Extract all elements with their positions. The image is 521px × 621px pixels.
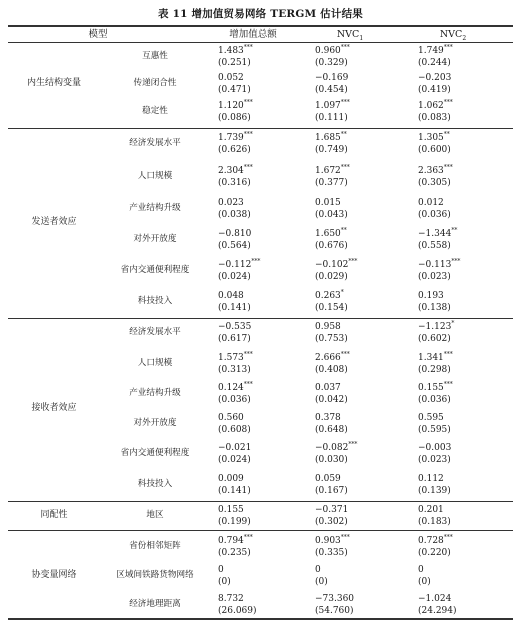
coefficient-value: −0.102 <box>315 260 349 270</box>
standard-error: (0) <box>315 577 328 587</box>
row-variable: 产业结构升级 <box>129 388 181 398</box>
standard-error: (0.043) <box>315 210 348 220</box>
significance-stars: * <box>340 289 344 296</box>
row-variable: 省内交通便利程度 <box>120 448 190 458</box>
header-col-nvc2-label: NVC <box>439 29 463 40</box>
row-variable: 对外开放度 <box>133 418 177 428</box>
standard-error: (0.167) <box>315 486 348 496</box>
coefficient-cell <box>315 322 385 333</box>
standard-error: (0.154) <box>315 303 348 313</box>
standard-error: (54.760) <box>315 606 354 616</box>
standard-error: (0.377) <box>315 178 348 188</box>
coefficient-cell <box>218 383 288 394</box>
group-rule <box>8 128 513 129</box>
coefficient-cell <box>315 291 385 302</box>
coefficient-cell <box>218 73 288 84</box>
standard-error: (0.753) <box>315 334 348 344</box>
coefficient-cell <box>218 166 288 177</box>
significance-stars: *** <box>340 164 350 171</box>
standard-error: (0.139) <box>418 486 451 496</box>
coefficient-cell <box>315 166 385 177</box>
standard-error: (0.600) <box>418 145 451 155</box>
significance-stars: *** <box>340 44 350 51</box>
significance-stars: *** <box>443 44 453 51</box>
standard-error: (0.199) <box>218 517 251 527</box>
coefficient-value: 0.155 <box>218 505 244 515</box>
standard-error: (0.595) <box>418 425 451 435</box>
coefficient-value: 0.112 <box>418 474 444 484</box>
significance-stars: *** <box>443 99 453 106</box>
significance-stars: *** <box>443 351 453 358</box>
header-col-nvc1-label: NVC <box>336 29 360 40</box>
coefficient-value: 0.052 <box>218 73 244 83</box>
coefficient-cell <box>418 322 488 333</box>
standard-error: (0.313) <box>218 365 251 375</box>
row-variable: 科技投入 <box>137 479 173 489</box>
header-col-nvc1-sub: 1 <box>359 34 364 42</box>
coefficient-cell <box>315 413 385 424</box>
standard-error: (0.316) <box>218 178 251 188</box>
row-variable: 省份相邻矩阵 <box>129 541 181 551</box>
coefficient-cell <box>418 443 488 454</box>
coefficient-value: 0.009 <box>218 474 244 484</box>
significance-stars: *** <box>243 44 253 51</box>
standard-error: (0.749) <box>315 145 348 155</box>
group-rule <box>8 501 513 502</box>
significance-stars: *** <box>243 351 253 358</box>
standard-error: (0.029) <box>315 272 348 282</box>
coefficient-cell <box>418 353 488 364</box>
standard-error: (0.251) <box>218 58 251 68</box>
standard-error: (0.648) <box>315 425 348 435</box>
coefficient-value: 8.732 <box>218 594 244 604</box>
standard-error: (0.023) <box>418 272 451 282</box>
coefficient-cell <box>418 536 488 547</box>
coefficient-value: 0.903 <box>315 536 341 546</box>
coefficient-cell <box>315 260 385 271</box>
table-caption: 表 11 增加值贸易网络 TERGM 估计结果 <box>158 8 363 20</box>
header-col-nvc2-sub: 2 <box>462 34 467 42</box>
significance-stars: *** <box>340 99 350 106</box>
standard-error: (0.564) <box>218 241 251 251</box>
header-col-nvc1 <box>315 29 385 40</box>
coefficient-value: −1.123 <box>418 322 452 332</box>
header-model: 模型 <box>88 29 108 40</box>
coefficient-value: −0.003 <box>418 443 452 453</box>
significance-stars: *** <box>243 131 253 138</box>
coefficient-value: 0.015 <box>315 198 341 208</box>
standard-error: (0.024) <box>218 272 251 282</box>
row-variable: 传递闭合性 <box>133 78 177 88</box>
coefficient-cell <box>218 291 288 302</box>
coefficient-cell <box>418 383 488 394</box>
coefficient-value: 1.672 <box>315 166 341 176</box>
coefficient-cell <box>315 505 385 516</box>
coefficient-value: 0.059 <box>315 474 341 484</box>
standard-error: (26.069) <box>218 606 257 616</box>
significance-stars: *** <box>243 381 253 388</box>
coefficient-cell <box>218 322 288 333</box>
coefficient-value: 0.595 <box>418 413 444 423</box>
coefficient-value: 0.201 <box>418 505 444 515</box>
row-variable: 科技投入 <box>137 296 173 306</box>
coefficient-cell <box>418 198 488 209</box>
standard-error: (0.036) <box>418 395 451 405</box>
standard-error: (0.302) <box>315 517 348 527</box>
standard-error: (0.244) <box>418 58 451 68</box>
standard-error: (0.305) <box>418 178 451 188</box>
coefficient-value: 1.739 <box>218 133 244 143</box>
row-variable: 省内交通便利程度 <box>120 265 190 275</box>
significance-stars: *** <box>243 534 253 541</box>
standard-error: (0) <box>418 577 431 587</box>
standard-error: (0.036) <box>418 210 451 220</box>
row-variable: 经济发展水平 <box>129 327 181 337</box>
standard-error: (0.086) <box>218 113 251 123</box>
coefficient-value: 1.573 <box>218 353 244 363</box>
coefficient-cell <box>218 594 288 605</box>
coefficient-value: 0.728 <box>418 536 444 546</box>
standard-error: (0) <box>218 577 231 587</box>
standard-error: (0.220) <box>418 548 451 558</box>
standard-error: (0.608) <box>218 425 251 435</box>
coefficient-value: 1.120 <box>218 101 244 111</box>
coefficient-value: −0.371 <box>315 505 349 515</box>
significance-stars: *** <box>340 351 350 358</box>
standard-error: (0.454) <box>315 85 348 95</box>
coefficient-cell <box>218 565 288 576</box>
coefficient-value: 0.037 <box>315 383 341 393</box>
significance-stars: ** <box>340 131 347 138</box>
coefficient-value: 2.666 <box>315 353 341 363</box>
coefficient-cell <box>218 474 288 485</box>
row-variable: 产业结构升级 <box>129 203 181 213</box>
standard-error: (0.298) <box>418 365 451 375</box>
group-label: 接收者效应 <box>31 402 77 413</box>
coefficient-value: 0.378 <box>315 413 341 423</box>
coefficient-value: −0.082 <box>315 443 349 453</box>
significance-stars: *** <box>251 258 261 265</box>
coefficient-cell <box>218 413 288 424</box>
coefficient-value: −0.810 <box>218 229 252 239</box>
coefficient-cell <box>418 229 488 240</box>
coefficient-cell <box>315 133 385 144</box>
coefficient-value: −0.112 <box>218 260 252 270</box>
coefficient-cell <box>315 353 385 364</box>
coefficient-value: 1.097 <box>315 101 341 111</box>
standard-error: (0.626) <box>218 145 251 155</box>
standard-error: (0.471) <box>218 85 251 95</box>
coefficient-value: 0.560 <box>218 413 244 423</box>
coefficient-value: 2.304 <box>218 166 244 176</box>
coefficient-value: 1.685 <box>315 133 341 143</box>
significance-stars: *** <box>348 441 358 448</box>
significance-stars: *** <box>243 164 253 171</box>
row-variable: 人口规模 <box>137 358 173 368</box>
coefficient-cell <box>218 198 288 209</box>
coefficient-cell <box>418 260 488 271</box>
row-variable: 地区 <box>146 510 164 520</box>
coefficient-cell <box>418 474 488 485</box>
coefficient-cell <box>418 291 488 302</box>
coefficient-cell <box>418 166 488 177</box>
coefficient-value: 0.023 <box>218 198 244 208</box>
coefficient-value: −0.113 <box>418 260 452 270</box>
standard-error: (0.030) <box>315 455 348 465</box>
significance-stars: *** <box>443 381 453 388</box>
standard-error: (0.558) <box>418 241 451 251</box>
coefficient-cell <box>218 505 288 516</box>
group-rule <box>8 318 513 319</box>
coefficient-value: 0.155 <box>418 383 444 393</box>
coefficient-cell <box>218 46 288 57</box>
group-rule <box>8 530 513 531</box>
standard-error: (24.294) <box>418 606 457 616</box>
group-label: 协变量网络 <box>31 569 77 580</box>
coefficient-cell <box>218 353 288 364</box>
standard-error: (0.183) <box>418 517 451 527</box>
coefficient-cell <box>315 101 385 112</box>
coefficient-cell <box>315 443 385 454</box>
coefficient-cell <box>315 565 385 576</box>
standard-error: (0.083) <box>418 113 451 123</box>
header-col-nvc2 <box>418 29 488 40</box>
coefficient-value: 0 <box>315 565 321 575</box>
coefficient-value: −73.360 <box>315 594 355 604</box>
coefficient-value: 1.341 <box>418 353 444 363</box>
standard-error: (0.141) <box>218 303 251 313</box>
row-variable: 互惠性 <box>142 51 168 61</box>
significance-stars: *** <box>443 164 453 171</box>
standard-error: (0.335) <box>315 548 348 558</box>
coefficient-value: −0.535 <box>218 322 252 332</box>
coefficient-value: 1.650 <box>315 229 341 239</box>
significance-stars: ** <box>340 227 347 234</box>
coefficient-value: 0.012 <box>418 198 444 208</box>
standard-error: (0.235) <box>218 548 251 558</box>
significance-stars: *** <box>451 258 461 265</box>
coefficient-value: 2.363 <box>418 166 444 176</box>
coefficient-value: 0.794 <box>218 536 244 546</box>
header-rule <box>8 42 513 43</box>
coefficient-value: 1.483 <box>218 46 244 56</box>
coefficient-value: 0.263 <box>315 291 341 301</box>
coefficient-value: 0.193 <box>418 291 444 301</box>
significance-stars: ** <box>443 131 450 138</box>
standard-error: (0.111) <box>315 113 348 123</box>
coefficient-cell <box>315 73 385 84</box>
header-col-total: 增加值总额 <box>229 29 277 40</box>
row-variable: 区域间铁路货物网络 <box>116 570 194 580</box>
coefficient-value: 0.960 <box>315 46 341 56</box>
row-variable: 稳定性 <box>142 106 168 116</box>
significance-stars: *** <box>348 258 358 265</box>
coefficient-cell <box>218 101 288 112</box>
row-variable: 经济地理距离 <box>129 599 181 609</box>
standard-error: (0.042) <box>315 395 348 405</box>
coefficient-cell <box>315 383 385 394</box>
standard-error: (0.617) <box>218 334 251 344</box>
coefficient-value: 1.749 <box>418 46 444 56</box>
coefficient-value: −0.021 <box>218 443 252 453</box>
coefficient-cell <box>418 73 488 84</box>
coefficient-cell <box>315 594 385 605</box>
significance-stars: *** <box>443 534 453 541</box>
standard-error: (0.602) <box>418 334 451 344</box>
coefficient-value: −1.344 <box>418 229 452 239</box>
group-label: 发送者效应 <box>31 216 77 227</box>
significance-stars: ** <box>451 227 458 234</box>
coefficient-value: 1.062 <box>418 101 444 111</box>
bottom-rule <box>8 618 513 620</box>
coefficient-cell <box>418 505 488 516</box>
coefficient-cell <box>315 474 385 485</box>
coefficient-cell <box>315 46 385 57</box>
standard-error: (0.023) <box>418 455 451 465</box>
coefficient-value: 0 <box>218 565 224 575</box>
standard-error: (0.141) <box>218 486 251 496</box>
coefficient-cell <box>418 565 488 576</box>
group-label: 同配性 <box>40 509 68 520</box>
standard-error: (0.676) <box>315 241 348 251</box>
standard-error: (0.408) <box>315 365 348 375</box>
standard-error: (0.419) <box>418 85 451 95</box>
coefficient-cell <box>418 101 488 112</box>
coefficient-cell <box>315 198 385 209</box>
row-variable: 人口规模 <box>137 171 173 181</box>
row-variable: 经济发展水平 <box>129 138 181 148</box>
coefficient-cell <box>218 536 288 547</box>
group-label: 内生结构变量 <box>26 78 81 88</box>
coefficient-cell <box>418 46 488 57</box>
row-variable: 对外开放度 <box>133 234 177 244</box>
coefficient-value: 0.958 <box>315 322 341 332</box>
coefficient-cell <box>218 260 288 271</box>
significance-stars: *** <box>340 534 350 541</box>
standard-error: (0.138) <box>418 303 451 313</box>
standard-error: (0.024) <box>218 455 251 465</box>
coefficient-cell <box>418 133 488 144</box>
coefficient-cell <box>218 443 288 454</box>
coefficient-cell <box>315 229 385 240</box>
standard-error: (0.036) <box>218 395 251 405</box>
top-rule <box>8 25 513 27</box>
significance-stars: *** <box>243 99 253 106</box>
standard-error: (0.038) <box>218 210 251 220</box>
coefficient-value: 0.048 <box>218 291 244 301</box>
coefficient-value: −0.203 <box>418 73 452 83</box>
coefficient-cell <box>218 133 288 144</box>
coefficient-value: 1.305 <box>418 133 444 143</box>
coefficient-value: 0.124 <box>218 383 244 393</box>
coefficient-value: −1.024 <box>418 594 452 604</box>
standard-error: (0.329) <box>315 58 348 68</box>
coefficient-value: 0 <box>418 565 424 575</box>
coefficient-cell <box>418 413 488 424</box>
coefficient-cell <box>315 536 385 547</box>
coefficient-cell <box>218 229 288 240</box>
significance-stars: * <box>451 320 455 327</box>
coefficient-cell <box>418 594 488 605</box>
coefficient-value: −0.169 <box>315 73 349 83</box>
